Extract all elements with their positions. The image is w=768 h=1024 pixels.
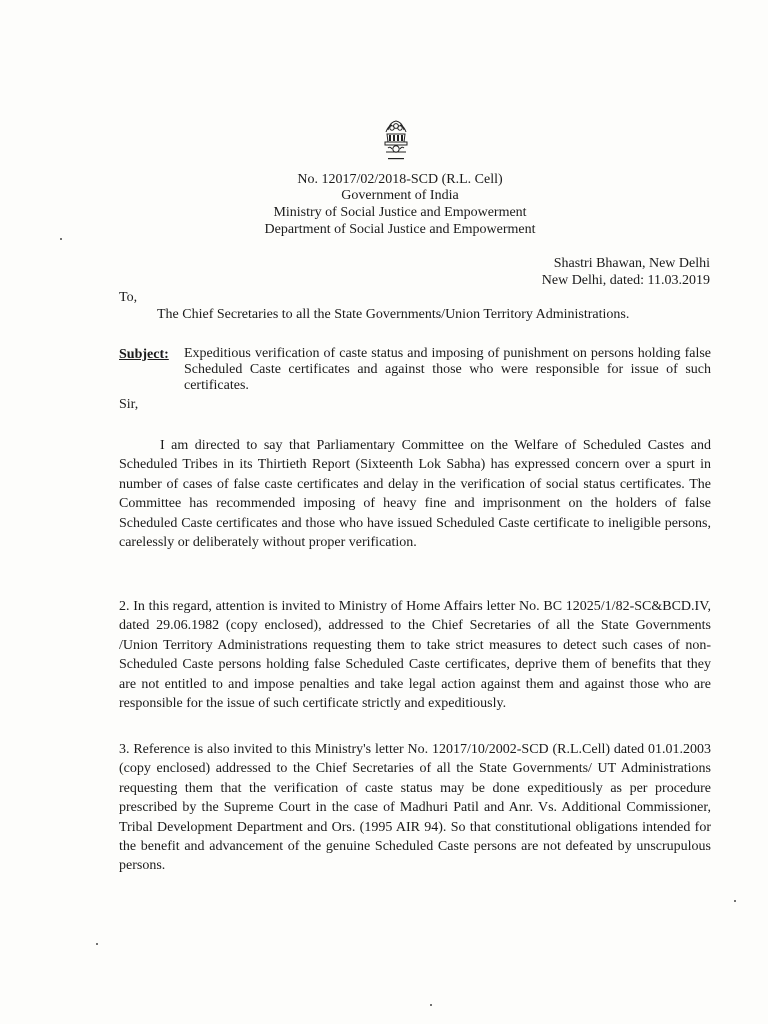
national-emblem-icon [376, 116, 416, 166]
ministry-name: Ministry of Social Justice and Empowerment [273, 205, 527, 220]
subject-text: Expeditious verification of caste status and imposing of punishment on persons holding false Scheduled Caste certificates and against those who were responsible for issue of such certificates. [184, 346, 711, 393]
subject-label-text: Subject: [119, 347, 169, 362]
file-number: No. 12017/02/2018-SCD (R.L. Cell) [297, 172, 503, 187]
scan-speck [430, 1004, 432, 1006]
addressee: The Chief Secretaries to all the State Governments/Union Territory Administrations. [157, 307, 630, 322]
to-label: To, [119, 290, 138, 305]
department-name: Department of Social Justice and Empowerment [264, 222, 536, 237]
salutation: Sir, [119, 397, 139, 412]
date-line: New Delhi, dated: 11.03.2019 [541, 273, 710, 288]
office-address: Shastri Bhawan, New Delhi [553, 256, 710, 271]
subject-label [119, 346, 169, 364]
paragraph-2: 2. In this regard, attention is invited to Ministry of Home Affairs letter No. BC 12025/1/82-SC&BCD.IV, dated 29.06.1982 (copy enclosed), addressed to the Chief Secretaries of all the State Governments /Union Territory Administrations requesting them to take strict measures to detect such cases of non-Scheduled Caste persons holding false Scheduled Caste certificates, deprive them of benefits that they are not entitled to and impose penalties and take legal action against them and against those who are responsible for the issue of such certificate strictly and expeditiously. [119, 599, 711, 712]
paragraph-3: 3. Reference is also invited to this Ministry's letter No. 12017/10/2002-SCD (R.L.Cell) dated 01.01.2003 (copy enclosed) addressed to the Chief Secretaries of all the State Governments/ UT Administrations requesting them that the verification of caste status may be done expeditiously as per procedure prescribed by the Supreme Court in the case of Madhuri Patil and Anr. Vs. Additional Commissioner, Tribal Development Department and Ors. (1995 AIR 94). So that constitutional obligations intended for the benefit and advancement of the genuine Scheduled Caste persons are not defeated by unscrupulous persons. [119, 742, 711, 874]
scan-speck [60, 238, 62, 240]
scan-speck [96, 943, 98, 945]
paragraph-1: I am directed to say that Parliamentary Committee on the Welfare of Scheduled Castes and Scheduled Tribes in its Thirtieth Report (Sixteenth Lok Sabha) has expressed concern over a spurt in number of cases of false caste certificates and delay in the verification of social status certificates. The Committee has recommended imposing of heavy fine and imprisonment on the holders of false Scheduled Caste certificates and those who have issued Scheduled Caste certificate to ineligible persons, carelessly or deliberately without proper verification. [119, 438, 711, 551]
government-name: Government of India [341, 188, 459, 203]
scan-speck [734, 900, 736, 902]
